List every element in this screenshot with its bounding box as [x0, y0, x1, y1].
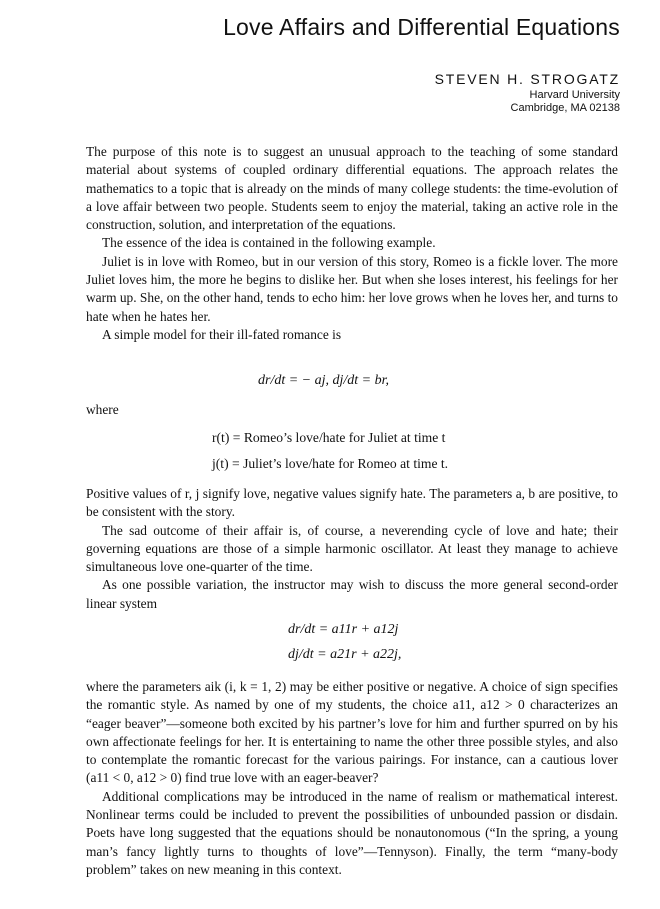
- paragraph-story: Juliet is in love with Romeo, but in our version of this story, Romeo is a fickle lover. The more Juliet loves him, the more he begins to dislike her. But when she loses interest, his feelings for her warm up. She, on the other hand, tends to echo him: her love grows when he loves her, and turns to hate when he hates her.: [86, 253, 618, 324]
- paragraph-intro: The purpose of this note is to suggest an unusual approach to the teaching of some standard material about systems of coupled ordinary differential equations. The approach relates the mathematics to a topic that is already on the minds of many college students: the time-evolution of a love affair between two people. Students seem to enjoy the material, taking an active role in the construction, solution, and interpretation of the equations.: [86, 144, 618, 233]
- paragraph-variation: As one possible variation, the instructor may wish to discuss the more general second-order linear system: [86, 577, 618, 611]
- author-name: STEVEN H. STROGATZ: [434, 71, 620, 87]
- equation-model: dr/dt = − aj, dj/dt = br,: [258, 373, 390, 388]
- paper-title: Love Affairs and Differential Equations: [223, 14, 620, 40]
- paragraph-outcome: The sad outcome of their affair is, of course, a neverending cycle of love and hate; their governing equations are those of a simple harmonic oscillator. At least they manage to achieve simultaneous love one-quarter of the time.: [86, 522, 618, 575]
- paragraph-complications: Additional complications may be introduced in the name of realism or mathematical interest. Nonlinear terms could be included to prevent the possibilities of unbounded passion or disdain. Poets have long suggested that the equations should be nonautonomous (“In the spring, a young man’s fancy lightly turns to thoughts of love”—Tennyson). Finally, the term “many-body problem” takes on new meaning in this context.: [86, 788, 618, 877]
- styles-section: [86, 678, 618, 879]
- author-location: Cambridge, MA 02138: [510, 102, 620, 114]
- equation-system-1: dr/dt = a11r + a12j: [288, 622, 399, 637]
- intro-section: [86, 143, 618, 344]
- equation-system-2: dj/dt = a21r + a22j,: [288, 647, 402, 662]
- definition-j: j(t) = Juliet’s love/hate for Romeo at time t.: [212, 456, 449, 471]
- where-label: where: [86, 402, 119, 417]
- paragraph-model-intro: A simple model for their ill-fated romance is: [102, 326, 342, 342]
- paragraph-essence: The essence of the idea is contained in the following example.: [102, 235, 436, 251]
- discussion-section: [86, 485, 618, 613]
- paragraph-romantic-styles: where the parameters aik (i, k = 1, 2) may be either positive or negative. A choice of sign specifies the romantic style. As named by one of my students, the choice a11, a12 > 0 characterizes an “eager beaver”—someone both excited by his partner’s love for him and further spurred on by his own affectionate feelings for her. It is entertaining to name the other three possible styles, and also to contemplate the romantic forecast for the various pairings. For instance, can a cautious lover (a11 < 0, a12 > 0) find true love with an eager-beaver?: [86, 679, 618, 786]
- author-affiliation: Harvard University: [529, 89, 620, 101]
- definition-r: r(t) = Romeo’s love/hate for Juliet at time t: [212, 430, 446, 445]
- paragraph-signs: Positive values of r, j signify love, negative values signify hate. The parameters a, b are positive, to be consistent with the story.: [86, 486, 618, 520]
